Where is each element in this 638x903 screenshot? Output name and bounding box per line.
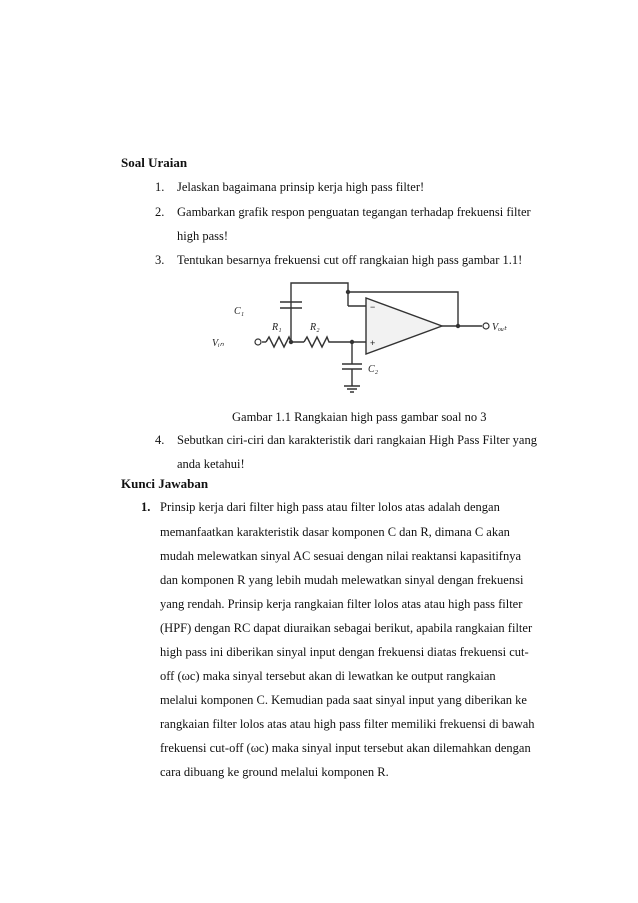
answer-text-line: cara dibuang ke ground melalui komponen R. [160,765,389,779]
list-number: 2. [155,205,165,219]
answer-text-line: off (ωc) maka sinyal tersebut akan di lewatkan ke output rangkaian [160,669,496,683]
list-item-text: Gambarkan grafik respon penguatan tegangan terhadap frekuensi filter [177,205,531,219]
figure-caption: Gambar 1.1 Rangkaian high pass gambar soal no 3 [232,410,487,424]
list-item-text: Tentukan besarnya frekuensi cut off rangkaian high pass gambar 1.1! [177,253,523,267]
answer-text-line: (HPF) dengan RC dapat diuraikan sebagai berikut, apabila rangkaian filter [160,621,533,635]
answer-text-line: mudah melewatkan sinyal AC sesuai dengan nilai reaktansi kapasitifnya [160,549,522,563]
list-item-text: Jelaskan bagaimana prinsip kerja high pass filter! [177,180,425,194]
answer-text-line: Prinsip kerja dari filter high pass atau filter lolos atas adalah dengan [160,500,500,514]
label-noninverting-input: + [370,338,376,348]
answer-text-line: memanfaatkan karakteristik dasar komponen C dan R, dimana C akan [160,525,510,539]
junction-node [350,340,354,344]
junction-node [346,290,350,294]
high-pass-circuit-diagram [206,268,514,404]
answer-text-line: dan komponen R yang lebih mudah melewatkan sinyal dengan frekuensi [160,573,524,587]
list-item-text: high pass! [177,229,229,243]
answer-text-line: frekuensi cut-off (ωc) maka sinyal input tersebut akan dilemahkan dengan [160,741,531,755]
section-heading-kunci: Kunci Jawaban [121,476,209,491]
answer-text-line: rangkaian filter lolos atas atau high pass filter memiliki frekuensi di bawah [160,717,535,731]
output-terminal [483,323,489,329]
answer-text-line: melalui komponen C. Kemudian pada saat sinyal input yang diberikan ke [160,693,527,707]
label-r1: R₁ [272,322,282,333]
answer-text-line: high pass ini diberikan sinyal input dengan frekuensi diatas frekuensi cut- [160,645,529,659]
answer-number: 1. [141,500,151,514]
junction-node [456,324,460,328]
label-vout: Vₒᵤₜ [492,322,507,333]
list-item-text: anda ketahui! [177,457,245,471]
label-r2: R₂ [310,322,320,333]
answer-text-line: yang rendah. Prinsip kerja rangkaian filter lolos atas atau high pass filter [160,597,523,611]
list-number: 1. [155,180,165,194]
list-number: 4. [155,433,165,447]
figure-background [206,268,514,404]
label-inverting-input: − [370,302,376,312]
label-c2: C₂ [368,364,379,375]
junction-node [289,340,293,344]
list-number: 3. [155,253,165,267]
label-vin: Vᵢₙ [212,338,224,349]
input-terminal [255,339,261,345]
label-c1: C₁ [234,306,245,317]
section-heading-soal: Soal Uraian [121,155,188,170]
list-item-text: Sebutkan ciri-ciri dan karakteristik dari rangkaian High Pass Filter yang [177,433,537,447]
